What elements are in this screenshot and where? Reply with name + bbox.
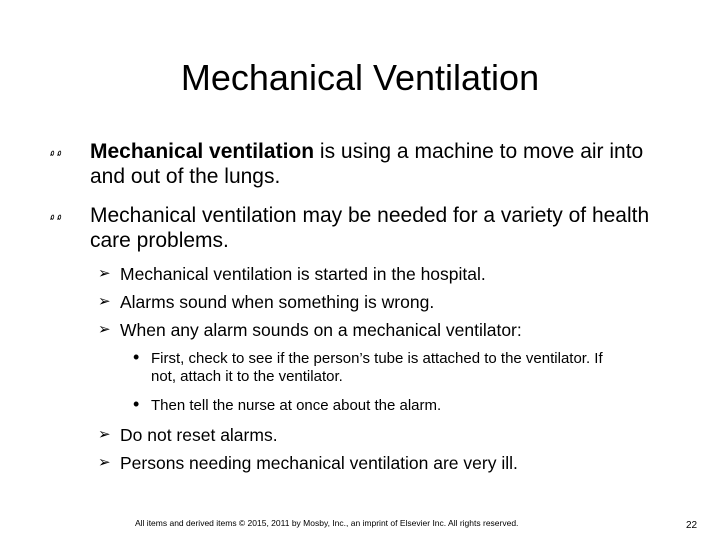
arrow-bullet-icon: ➢ [98, 454, 111, 471]
sub-sub-bullet-text: First, check to see if the person’s tube is attached to the ventilator. If not, attach it to the ventilator. [151, 350, 603, 385]
page-number: 22 [686, 520, 698, 531]
bullet-item [90, 139, 680, 189]
bullet-text: is using a machine to move air into and out of the lungs. [90, 140, 644, 188]
sub-bullet-text: Do not reset alarms. [120, 425, 278, 445]
arrow-bullet-icon: ➢ [98, 321, 111, 338]
bullet-icon [50, 212, 62, 221]
bullet-text: Mechanical ventilation may be needed for a variety of health care problems. [90, 204, 650, 252]
sub-bullet-text: Mechanical ventilation is started in the hospital. [120, 264, 486, 284]
sub-bullet-text: When any alarm sounds on a mechanical ventilator: [120, 320, 522, 340]
bullet-item [90, 203, 680, 253]
sub-bullet-item [98, 425, 680, 445]
sub-sub-bullet-item [133, 347, 611, 386]
sub-bullet-item [98, 264, 680, 284]
sub-sub-bullet-text: Then tell the nurse at once about the alarm. [151, 397, 442, 414]
dot-bullet-icon: • [133, 394, 140, 414]
arrow-bullet-icon: ➢ [98, 265, 111, 282]
sub-bullet-text: Alarms sound when something is wrong. [120, 292, 435, 312]
sub-sub-bullet-item [133, 394, 611, 415]
arrow-bullet-icon: ➢ [98, 293, 111, 310]
dot-bullet-icon: • [133, 347, 140, 367]
sub-bullet-item [98, 320, 680, 340]
slide-title: Mechanical Ventilation [180, 57, 540, 98]
sub-bullet-item [98, 453, 680, 473]
arrow-bullet-icon: ➢ [98, 426, 111, 443]
bullet-bold-text: Mechanical ventilation [90, 140, 315, 163]
copyright-footer: All items and derived items © 2015, 2011 by Mosby, Inc., an imprint of Elsevier Inc. All rights reserved. [135, 518, 519, 528]
sub-bullet-text: Persons needing mechanical ventilation are very ill. [120, 453, 518, 473]
bullet-icon [50, 148, 62, 157]
sub-bullet-item [98, 292, 680, 312]
